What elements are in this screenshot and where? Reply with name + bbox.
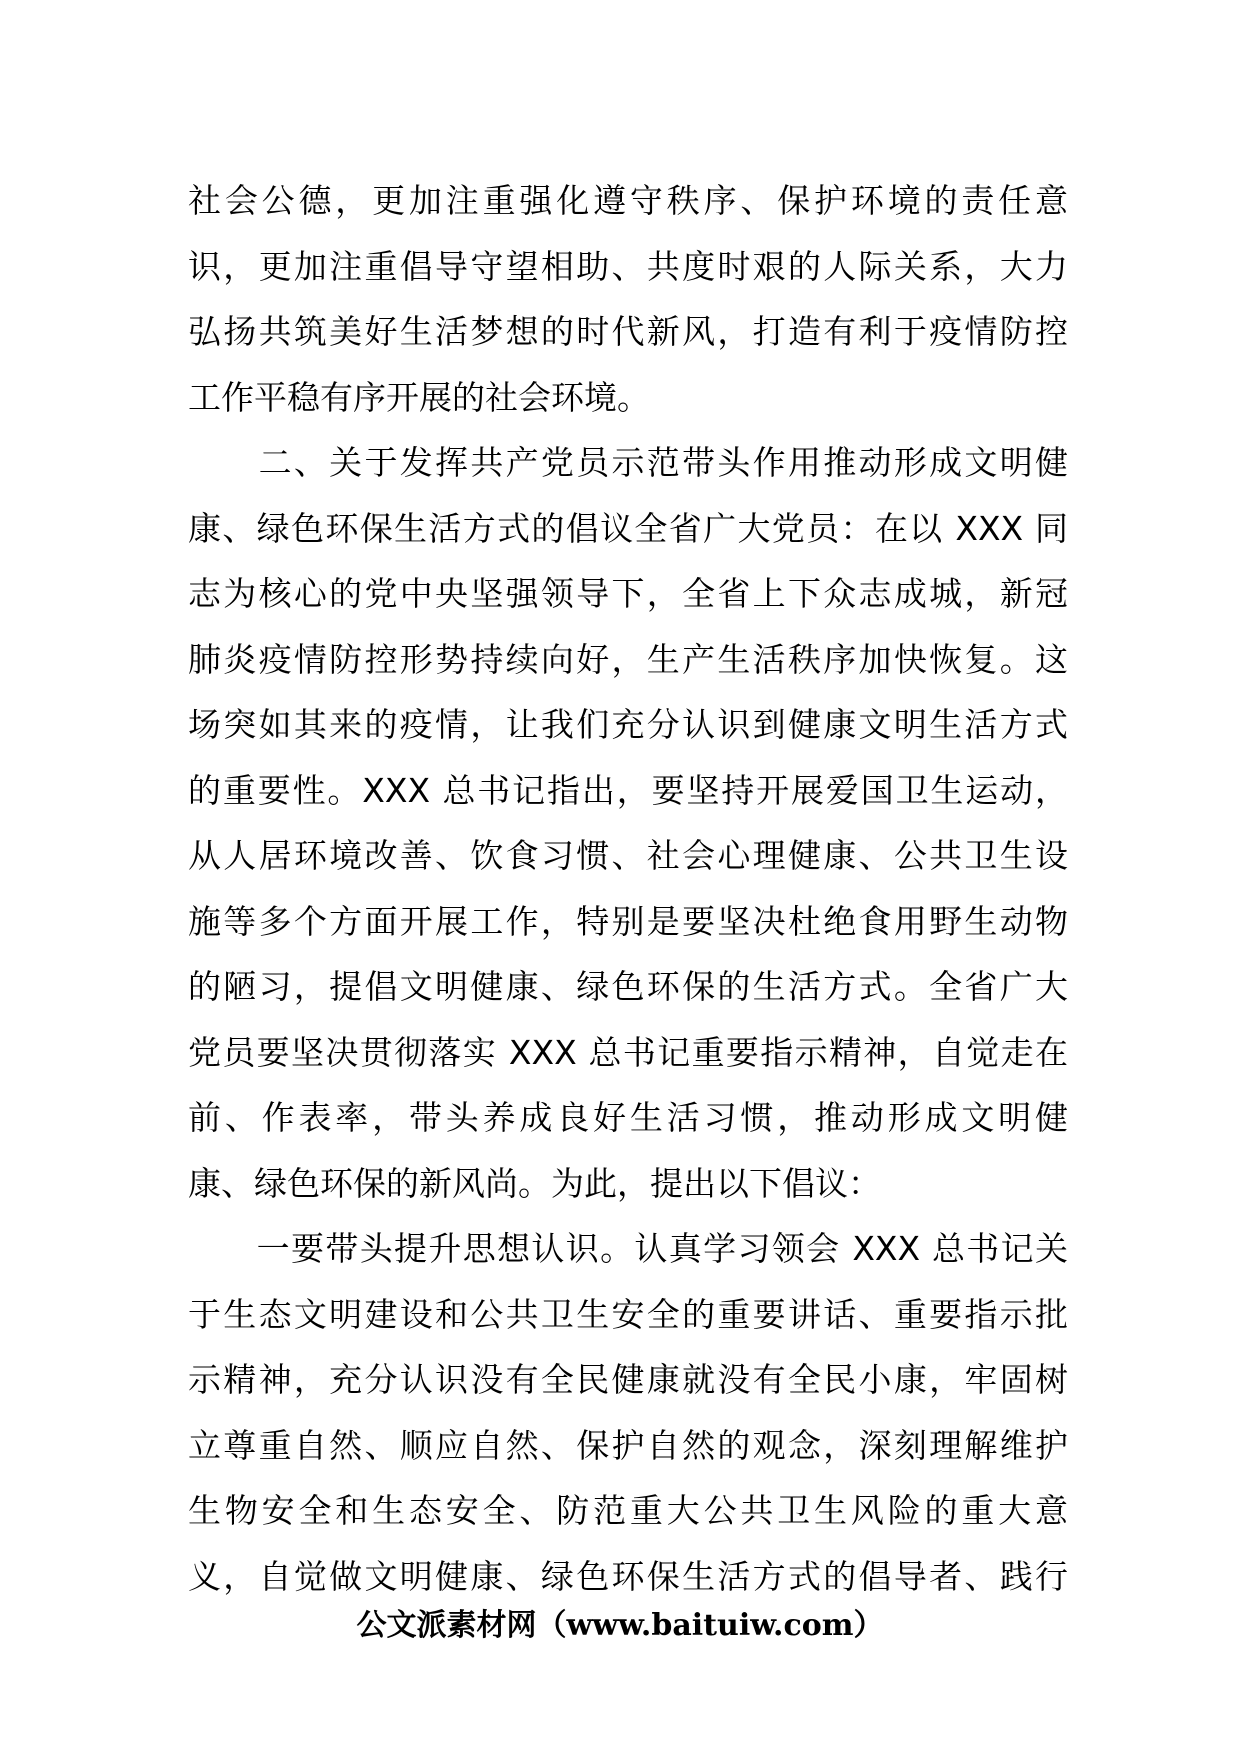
text-line: 生物安全和生态安全、防范重大公共卫生风险的重大意 [188,1491,1068,1530]
text-line: 场突如其来的疫情，让我们充分认识到健康文明生活方式 [188,705,1068,744]
text-line: 于生态文明建设和公共卫生安全的重要讲话、重要指示批 [188,1294,1068,1334]
text-line: 识，更加注重倡导守望相助、共度时艰的人际关系，大力 [188,246,1068,286]
text-line: 示精神，充分认识没有全民健康就没有全民小康，牢固树 [188,1360,1068,1399]
text-line: 施等多个方面开展工作，特别是要坚决杜绝食用野生动物 [188,901,1068,941]
text-line: 的陋习，提倡文明健康、绿色环保的生活方式。全省广大 [188,967,1068,1006]
text-line: 工作平稳有序开展的社会环境。 [188,377,650,417]
text-line: 义，自觉做文明健康、绿色环保生活方式的倡导者、践行 [188,1556,1068,1596]
text-line: 党员要坚决贯彻落实 XXX 总书记重要指示精神，自觉走在 [188,1032,1068,1072]
text-line: 康、绿色环保生活方式的倡议全省广大党员：在以 XXX 同 [188,508,1068,548]
text-line: 康、绿色环保的新风尚。为此，提出以下倡议： [188,1163,881,1203]
text-line: 肺炎疫情防控形势持续向好，生产生活秩序加快恢复。这 [188,639,1068,679]
text-line: 立尊重自然、顺应自然、保护自然的观念，深刻理解维护 [188,1425,1068,1465]
text-line: 从人居环境改善、饮食习惯、社会心理健康、公共卫生设 [188,836,1068,875]
text-line: 弘扬共筑美好生活梦想的时代新风，打造有利于疫情防控 [188,312,1068,351]
text-line: 二、关于发挥共产党员示范带头作用推动形成文明健 [188,443,1068,482]
text-line: 前、作表率，带头养成良好生活习惯，推动形成文明健 [188,1098,1068,1137]
text-line: 一要带头提升思想认识。认真学习领会 XXX 总书记关 [188,1229,1068,1268]
document-body [188,168,1068,1609]
text-line: 志为核心的党中央坚强领导下，全省上下众志成城，新冠 [188,574,1068,613]
footer-watermark: 公文派素材网（www.baituiw.com） [356,1608,884,1643]
text-line: 的重要性。XXX 总书记指出，要坚持开展爱国卫生运动， [188,770,1068,810]
text-line: 社会公德，更加注重强化遵守秩序、保护环境的责任意 [188,181,1068,220]
